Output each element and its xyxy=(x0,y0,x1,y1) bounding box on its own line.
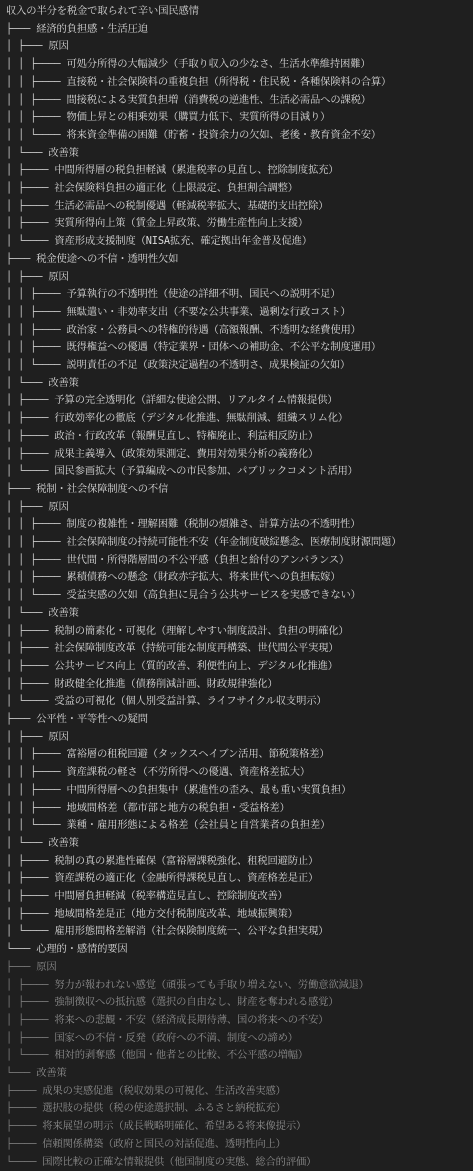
tree-item xyxy=(6,1046,473,1064)
tree-item-label: 予算の完全透明化（詳細な使途公開、リアルタイム情報提供） xyxy=(54,394,338,407)
tree-group xyxy=(6,374,473,392)
tree-item xyxy=(6,338,473,356)
tree-item-label: 選択肢の提供（税の使途選択制、ふるさと納税拡充） xyxy=(42,1102,286,1115)
tree-item-label: 制度の複雑性・理解困難（税制の煩雑さ、計算方法の不透明性） xyxy=(66,518,361,531)
tree-item xyxy=(6,321,473,339)
tree-item-label: 社会保険料負担の適正化（上限設定、負担割合調整） xyxy=(54,182,298,194)
tree-item xyxy=(6,214,473,232)
tree-connector: │ │ ├──── xyxy=(6,518,67,531)
tree-connector: │ │ ├──── xyxy=(6,341,67,354)
tree-item xyxy=(6,568,473,586)
tree-item-label: 直接税・社会保険料の重複負担（所得税・住民税・各種保険料の合算） xyxy=(66,75,392,88)
tree-connector: │ │ ├──── xyxy=(6,305,67,318)
tree-item xyxy=(6,515,473,533)
tree-connector: ├─── xyxy=(6,252,37,265)
tree-item-label: 政治・行政改革（報酬見直し、特権廃止、利益相反防止） xyxy=(54,429,319,442)
tree-item xyxy=(6,391,473,409)
tree-item xyxy=(6,445,473,463)
tree-connector: │ │ ├──── xyxy=(6,323,67,336)
tree-group-label: 原因 xyxy=(36,960,57,973)
tree-category-label: 税金使途への不信・透明性欠如 xyxy=(36,252,179,265)
tree-item-label: 国際比較の正確な情報提供（他国制度の実態、総合的評価） xyxy=(42,1155,317,1168)
tree-connector: └─── xyxy=(6,1067,37,1079)
tree-item xyxy=(6,622,473,640)
tree-connector: │ └──── xyxy=(6,925,55,938)
tree-connector: │ │ ├──── xyxy=(6,748,67,761)
tree-item xyxy=(6,126,473,144)
tree-group-label: 改善策 xyxy=(36,1067,67,1079)
tree-connector: │ └──── xyxy=(6,695,55,708)
tree-item-label: 財政健全化推進（債務削減計画、財政規律強化） xyxy=(54,677,278,690)
tree-group-label: 改善策 xyxy=(48,836,79,849)
tree-item-label: 雇用形態間格差解消（社会保険制度統一、公平な負担実現） xyxy=(54,925,329,938)
tree-item-label: 国家への不信・反発（政府への不満、制度への諦め） xyxy=(54,1031,298,1044)
tree-item xyxy=(6,976,473,994)
tree-item xyxy=(6,1082,473,1100)
tree-connector: │ │ ├──── xyxy=(6,553,67,566)
tree-item-label: 中間層負担軽減（税率構造見直し、控除制度改善） xyxy=(54,890,288,902)
tree-item-label: 中間所得層への負担集中（累進性の歪み、最も重い実質負担） xyxy=(66,783,352,796)
tree-item xyxy=(6,303,473,321)
tree-connector: │ ├─── xyxy=(6,730,49,743)
tree-item xyxy=(6,55,473,73)
tree-category xyxy=(6,20,473,38)
tree-item xyxy=(6,745,473,763)
tree-item-label: 中間所得層の税負担軽減（累進税率の見直し、控除制度拡充） xyxy=(54,164,339,177)
tree-item-label: 将来展望の明示（成長戦略明確化、希望ある将来像提示） xyxy=(42,1120,307,1133)
tree-item-label: 業種・雇用形態による格差（会社員と自営業者の負担差） xyxy=(66,819,331,832)
tree-item xyxy=(6,179,473,197)
tree-category xyxy=(6,250,473,268)
tree-category-label: 経済的負担感・生活圧迫 xyxy=(36,22,148,35)
tree-connector: │ ├──── xyxy=(6,164,55,177)
tree-connector: │ │ ├──── xyxy=(6,536,67,548)
tree-group xyxy=(6,958,473,976)
tree-connector: │ ├──── xyxy=(6,624,55,637)
tree-connector: ├──── xyxy=(6,1120,43,1133)
tree-item-label: 税制の真の累進性確保（富裕層課税強化、租税回避防止） xyxy=(54,854,319,867)
tree-connector: │ ├──── xyxy=(6,217,55,230)
tree-connector: │ │ ├──── xyxy=(6,766,67,779)
tree-item-label: 富裕層の租税回避（タックスヘイブン活用、節税策格差） xyxy=(66,748,330,761)
tree-group xyxy=(6,37,473,55)
tree-connector: ├─── xyxy=(6,713,37,725)
tree-category-label: 公平性・平等性への疑問 xyxy=(36,713,148,725)
tree-item xyxy=(6,905,473,923)
tree-connector: │ └─── xyxy=(6,376,49,389)
tree-group xyxy=(6,144,473,162)
tree-connector: │ │ ├──── xyxy=(6,93,67,106)
tree-item-label: 成果主義導入（政策効果測定、費用対効果分析の義務化） xyxy=(54,447,319,460)
tree-title xyxy=(6,2,473,20)
tree-item-label: 行政効率化の徹底（デジタル化推進、無駄削減、組織スリム化） xyxy=(54,412,349,425)
tree-connector: ├─── xyxy=(6,482,37,495)
tree-item-label: 努力が報われない感覚（頑張っても手取り増えない、労働意欲減退） xyxy=(54,978,369,991)
tree-item-label: 世代間・所得階層間の不公平感（負担と給付のアンバランス） xyxy=(66,553,350,566)
tree-connector: │ │ ├──── xyxy=(6,75,67,88)
tree-group xyxy=(6,604,473,622)
tree-item xyxy=(6,869,473,887)
tree-group-label: 原因 xyxy=(48,500,69,513)
tree-connector: │ └──── xyxy=(6,235,55,248)
tree-item xyxy=(6,816,473,834)
tree-group-label: 原因 xyxy=(48,40,69,53)
tree-item-label: 無駄遣い・非効率支出（不要な公共事業、過剰な行政コスト） xyxy=(66,305,351,318)
tree-connector: │ ├──── xyxy=(6,1031,55,1044)
tree-group-label: 原因 xyxy=(48,270,69,283)
tree-connector: │ │ └──── xyxy=(6,819,67,832)
tree-item xyxy=(6,108,473,126)
tree-item-label: 将来資金準備の困難（貯蓄・投資余力の欠如、老後・教育資金不安） xyxy=(66,128,382,141)
tree-item xyxy=(6,692,473,710)
tree-item-label: 将来への悲観・不安（経済成長期待薄、国の将来への不安） xyxy=(54,1013,329,1026)
tree-item-label: 間接税による実質負担増（消費税の逆進性、生活必需品への課税） xyxy=(66,93,371,106)
tree-connector: │ ├─── xyxy=(6,270,49,283)
tree-connector: │ ├──── xyxy=(6,854,55,867)
tree-item-label: 社会保障制度の持続可能性不安（年金制度破綻懸念、医療制度財源問題） xyxy=(66,536,402,548)
tree-item-label: 国民参画拡大（予算編成への市民参加、パブリックコメント活用） xyxy=(54,465,358,478)
tree-item xyxy=(6,887,473,905)
tree-item-label: 相対的剥奪感（他国・他者との比較、不公平感の増幅） xyxy=(54,1049,309,1062)
tree-group xyxy=(6,834,473,852)
tree-connector: │ │ ├──── xyxy=(6,58,67,71)
tree-connector: │ │ ├──── xyxy=(6,571,67,584)
tree-item-label: 地域間格差（都市部と地方の税負担・受益格差） xyxy=(66,801,290,814)
tree-item-label: 実質所得向上策（賃金上昇政策、労働生産性向上支援） xyxy=(54,217,309,230)
tree-connector: │ ├─── xyxy=(6,500,49,513)
tree-item xyxy=(6,462,473,480)
tree-item-label: 受益の可視化（個人別受益計算、ライフサイクル収支明示） xyxy=(54,695,327,708)
tree-item xyxy=(6,852,473,870)
tree-category xyxy=(6,710,473,728)
tree-item xyxy=(6,993,473,1011)
tree-connector: │ │ ├──── xyxy=(6,111,67,124)
tree-item xyxy=(6,73,473,91)
tree-item xyxy=(6,1117,473,1135)
tree-item xyxy=(6,1135,473,1153)
tree-connector: ├──── xyxy=(6,1102,43,1115)
tree-item-label: 生活必需品への税制優遇（軽減税率拡大、基礎的支出控除） xyxy=(54,199,329,212)
tree-item xyxy=(6,799,473,817)
tree-connector: │ ├──── xyxy=(6,429,55,442)
tree-connector: │ │ └──── xyxy=(6,589,67,602)
tree-connector: ├──── xyxy=(6,1084,43,1097)
tree-item xyxy=(6,232,473,250)
tree-item-label: 累積債務への懸念（財政赤字拡大、将来世代への負担転嫁） xyxy=(66,571,341,584)
tree-item xyxy=(6,1099,473,1117)
tree-connector: ├──── xyxy=(6,1137,43,1150)
tree-group xyxy=(6,498,473,516)
tree-item-label: 地域間格差是正（地方交付税制度改革、地域振興策） xyxy=(54,907,298,920)
tree-connector: │ ├──── xyxy=(6,677,55,690)
tree-item xyxy=(6,675,473,693)
tree-group xyxy=(6,268,473,286)
tree-connector: │ ├──── xyxy=(6,872,55,885)
tree-item-label: 信頼関係構築（政府と国民の対話促進、透明性向上） xyxy=(42,1137,286,1150)
tree-item-label: 資産形成支援制度（NISA拡充、確定拠出年金普及促進） xyxy=(54,235,312,248)
tree-category-label: 心理的・感情的要因 xyxy=(36,943,128,956)
tree-group-label: 原因 xyxy=(48,730,69,743)
tree-connector: │ │ ├──── xyxy=(6,288,67,301)
tree-item xyxy=(6,922,473,940)
tree-connector: ├─── xyxy=(6,960,37,973)
tree-connector: │ │ └──── xyxy=(6,128,67,141)
tree-category-label: 税制・社会保障制度への不信 xyxy=(36,482,169,495)
tree-item-label: 政治家・公務員への特権的待遇（高額報酬、不透明な経費使用） xyxy=(66,323,361,336)
tree-item xyxy=(6,1029,473,1047)
tree-connector: │ ├──── xyxy=(6,182,55,194)
tree-item xyxy=(6,1153,473,1171)
tree-item-label: 成果の実感促進（税収効果の可視化、生活改善実感） xyxy=(42,1084,286,1097)
tree-connector: │ ├──── xyxy=(6,996,55,1009)
tree-category xyxy=(6,940,473,958)
tree-item-label: 社会保障制度改革（持続可能な制度再構築、世代間公平実現） xyxy=(54,642,339,655)
tree-item xyxy=(6,91,473,109)
tree-group-label: 改善策 xyxy=(48,146,79,159)
tree-item-label: 資産課税の適正化（金融所得課税見直し、資産格差是正） xyxy=(54,872,319,885)
tree-connector: │ └──── xyxy=(6,1049,55,1062)
tree-item xyxy=(6,1011,473,1029)
tree-item-label: 受益実感の欠如（高負担に見合う公共サービスを実感できない） xyxy=(66,589,361,602)
tree-item xyxy=(6,551,473,569)
tree-connector: │ ├──── xyxy=(6,199,55,212)
tree-connector: │ ├──── xyxy=(6,394,55,407)
tree-item xyxy=(6,657,473,675)
tree-item xyxy=(6,409,473,427)
tree-connector: │ └─── xyxy=(6,606,49,619)
tree-connector: │ ├──── xyxy=(6,447,55,460)
tree-item xyxy=(6,427,473,445)
tree-category xyxy=(6,480,473,498)
tree-connector: │ └──── xyxy=(6,465,55,478)
tree-connector: └──── xyxy=(6,1155,43,1168)
tree-connector: │ └─── xyxy=(6,146,49,159)
tree-item xyxy=(6,586,473,604)
tree-item-label: 強制徴収への抵抗感（選択の自由なし、財産を奪われる感覚） xyxy=(54,996,339,1009)
tree-group-label: 改善策 xyxy=(48,606,79,619)
tree-item-label: 既得権益への優遇（特定業界・団体への補助金、不公平な制度運用） xyxy=(66,341,382,354)
tree-connector: └─── xyxy=(6,943,37,956)
tree-item-label: 公共サービス向上（質的改善、利便性向上、デジタル化推進） xyxy=(54,659,338,672)
tree-item xyxy=(6,197,473,215)
tree-item xyxy=(6,533,473,551)
tree-connector: │ ├──── xyxy=(6,890,55,902)
tree-connector: │ │ ├──── xyxy=(6,801,67,814)
tree-connector: │ ├──── xyxy=(6,1013,55,1026)
tree-connector: │ ├──── xyxy=(6,978,55,991)
tree-item-label: 可処分所得の大幅減少（手取り収入の少なさ、生活水準維持困難） xyxy=(66,58,371,71)
tree-connector: ├─── xyxy=(6,22,37,35)
tree-connector: │ │ ├──── xyxy=(6,783,67,796)
tree-connector: │ ├─── xyxy=(6,40,49,53)
tree-item xyxy=(6,639,473,657)
tree-connector: │ └─── xyxy=(6,836,49,849)
tree-connector: │ ├──── xyxy=(6,412,55,425)
tree-item xyxy=(6,781,473,799)
tree-item xyxy=(6,161,473,179)
tree-item-label: 物価上昇との相乗効果（購買力低下、実質所得の目減り） xyxy=(66,111,331,124)
tree-connector: │ ├──── xyxy=(6,907,55,920)
tree-item-label: 説明責任の不足（政策決定過程の不透明さ、成果検証の欠如） xyxy=(66,359,351,371)
tree-item-label: 資産課税の軽さ（不労所得への優遇、資産格差拡大） xyxy=(66,766,311,779)
tree-group-label: 改善策 xyxy=(48,376,79,389)
tree-item xyxy=(6,285,473,303)
tree-group xyxy=(6,728,473,746)
tree-item xyxy=(6,356,473,374)
tree-item xyxy=(6,763,473,781)
tree-title-label: 収入の半分を税金で取られて辛い国民感情 xyxy=(6,5,199,17)
tree-item-label: 予算執行の不透明性（使途の詳細不明、国民への説明不足） xyxy=(66,288,341,301)
tree-connector: │ ├──── xyxy=(6,659,55,672)
tree-item-label: 税制の簡素化・可視化（理解しやすい制度設計、負担の明確化） xyxy=(54,624,349,637)
tree-connector: │ ├──── xyxy=(6,642,55,655)
tree-connector: │ │ └──── xyxy=(6,359,67,371)
